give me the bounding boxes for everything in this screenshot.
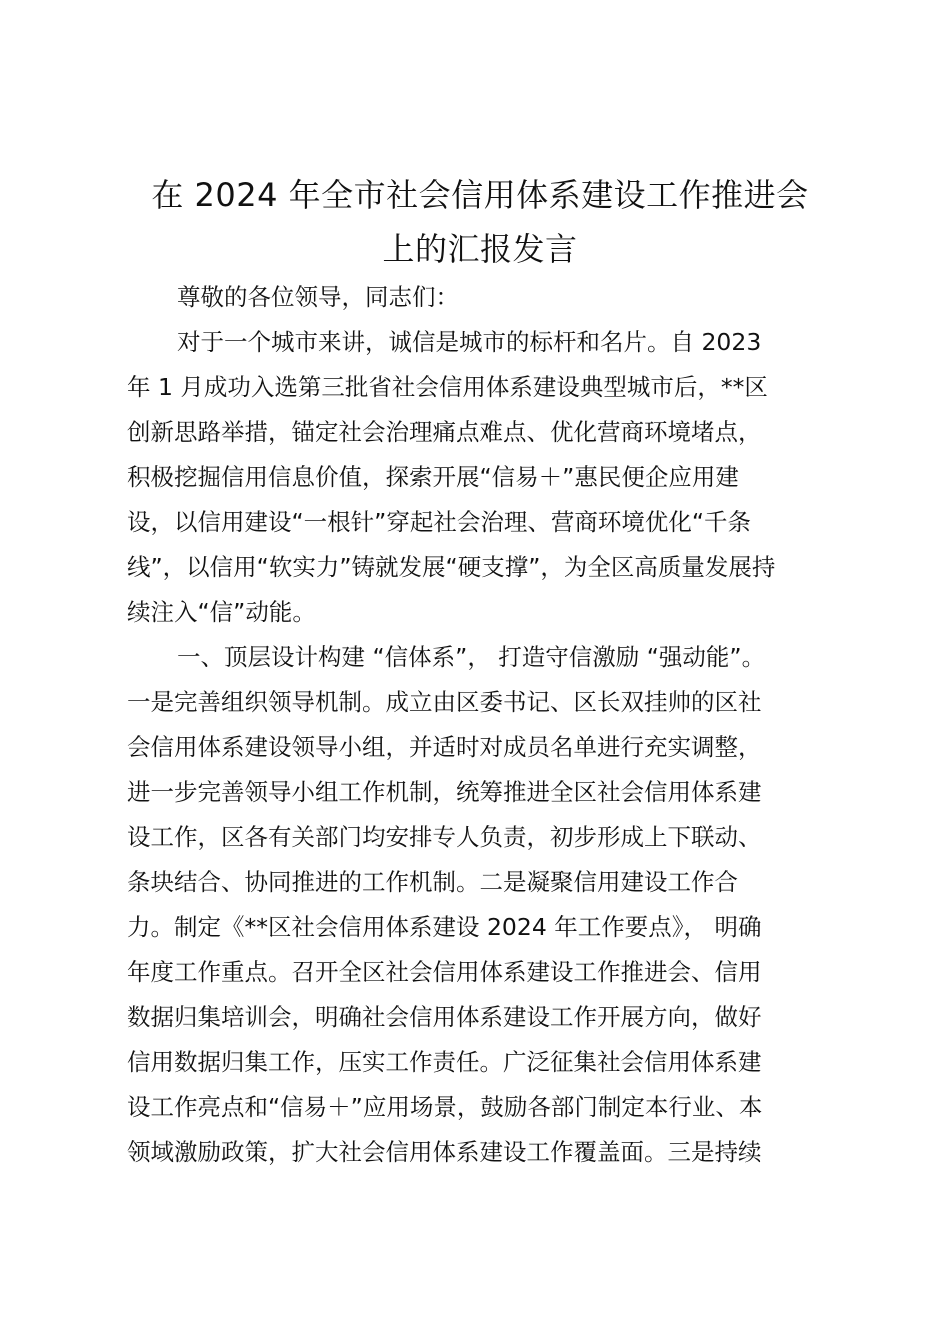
body-line: 力。制定《**区社会信用体系建设 2024 年工作要点》， 明确	[127, 913, 762, 941]
document-title	[110, 168, 850, 276]
body-line: 年度工作重点。召开全区社会信用体系建设工作推进会、信用	[127, 958, 762, 986]
body-line: 领域激励政策，扩大社会信用体系建设工作覆盖面。三是持续	[127, 1138, 762, 1166]
document-body	[127, 275, 827, 1175]
body-line: 信用数据归集工作，压实工作责任。广泛征集社会信用体系建	[127, 1048, 762, 1076]
body-line: 会信用体系建设领导小组，并适时对成员名单进行充实调整，	[127, 733, 762, 761]
title-line-1: 在 2024 年全市社会信用体系建设工作推进会	[151, 176, 809, 214]
body-line: 设工作，区各有关部门均安排专人负责，初步形成上下联动、	[127, 823, 762, 851]
body-line: 进一步完善领导小组工作机制，统筹推进全区社会信用体系建	[127, 778, 762, 806]
title-line-2: 上的汇报发言	[382, 230, 578, 268]
body-line: 设，以信用建设“一根针”穿起社会治理、营商环境优化“千条	[127, 508, 752, 536]
body-line: 设工作亮点和“信易＋”应用场景，鼓励各部门制定本行业、本	[127, 1093, 763, 1121]
body-line: 一是完善组织领导机制。成立由区委书记、区长双挂帅的区社	[127, 688, 762, 716]
body-line: 线”，以信用“软实力”铸就发展“硬支撑”，为全区高质量发展持	[127, 553, 776, 581]
body-line: 数据归集培训会，明确社会信用体系建设工作开展方向，做好	[127, 1003, 762, 1031]
body-line: 对于一个城市来讲，诚信是城市的标杆和名片。自 2023	[177, 328, 762, 356]
section-heading: 一、顶层设计构建 “信体系”， 打造守信激励 “强动能”。	[177, 643, 766, 671]
body-line: 创新思路举措，锚定社会治理痛点难点、优化营商环境堵点，	[127, 418, 762, 446]
body-line: 积极挖掘信用信息价值，探索开展“信易＋”惠民便企应用建	[127, 463, 739, 491]
body-line: 年 1 月成功入选第三批省社会信用体系建设典型城市后，**区	[127, 373, 768, 401]
body-line: 条块结合、协同推进的工作机制。二是凝聚信用建设工作合	[127, 868, 738, 896]
salutation: 尊敬的各位领导，同志们：	[177, 283, 459, 311]
body-line: 续注入“信”动能。	[127, 598, 316, 626]
